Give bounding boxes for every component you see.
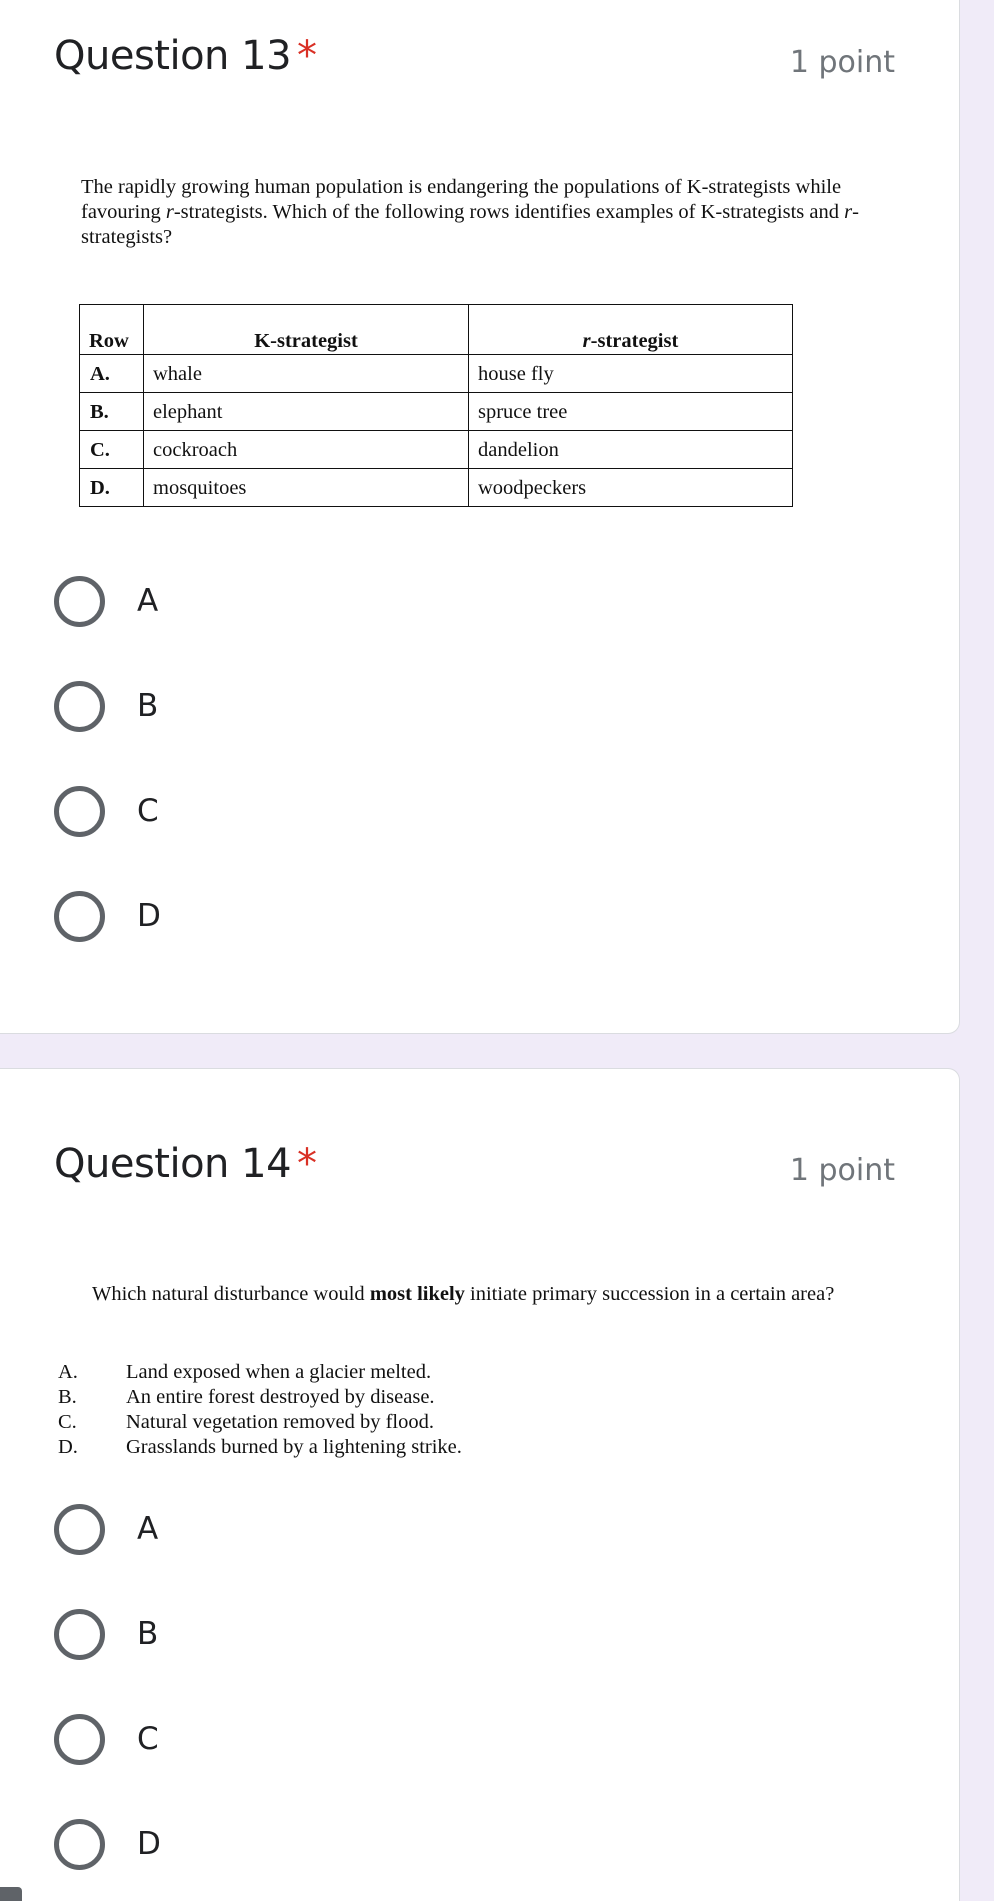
radio-circle-icon[interactable] — [54, 576, 105, 627]
radio-circle-icon[interactable] — [54, 1819, 105, 1870]
list-item: D. Grasslands burned by a lightening strike. — [58, 1436, 462, 1458]
radio-circle-icon[interactable] — [54, 891, 105, 942]
list-item: B. An entire forest destroyed by disease. — [58, 1386, 435, 1408]
radio-circle-icon[interactable] — [54, 1504, 105, 1555]
radio-circle-icon[interactable] — [54, 786, 105, 837]
question-points: 1 point — [789, 1153, 895, 1188]
list-item: A. Land exposed when a glacier melted. — [58, 1361, 432, 1383]
table-row — [80, 355, 793, 393]
option-label: A — [137, 1511, 159, 1547]
radio-option-d[interactable] — [54, 888, 474, 944]
radio-circle-icon[interactable] — [54, 1609, 105, 1660]
question-title: Question 14 * — [54, 1141, 317, 1187]
question-points: 1 point — [789, 45, 895, 80]
option-label: A — [137, 583, 159, 619]
radio-option-b[interactable] — [54, 678, 474, 734]
radio-option-b[interactable] — [54, 1606, 474, 1662]
table-header: Row — [80, 305, 144, 355]
table-cell: D. — [80, 469, 144, 507]
question-prompt: The rapidly growing human population is endangering the populations of K-strategists while favouring r-strategists. Which of the following rows identifies examples of K-strategists and r-strategists? — [81, 176, 859, 248]
question-card — [0, 1068, 960, 1901]
option-label: D — [137, 1826, 161, 1862]
strategist-table — [79, 304, 793, 507]
radio-option-a[interactable] — [54, 1501, 474, 1557]
radio-circle-icon[interactable] — [54, 1714, 105, 1765]
required-asterisk: * — [297, 33, 317, 79]
table-row — [80, 469, 793, 507]
table-cell: dandelion — [469, 431, 793, 469]
option-label: B — [137, 1616, 159, 1652]
required-asterisk: * — [297, 1141, 317, 1187]
option-label: B — [137, 688, 159, 724]
radio-option-a[interactable] — [54, 573, 474, 629]
option-label: C — [137, 1721, 159, 1757]
table-row — [80, 431, 793, 469]
table-cell: house fly — [469, 355, 793, 393]
radio-circle-icon[interactable] — [54, 681, 105, 732]
table-cell: whale — [144, 355, 469, 393]
radio-option-d[interactable] — [54, 1816, 474, 1872]
list-item: C. Natural vegetation removed by flood. — [58, 1411, 434, 1433]
radio-option-c[interactable] — [54, 1711, 474, 1767]
radio-option-c[interactable] — [54, 783, 474, 839]
table-header: r-strategist — [469, 305, 793, 355]
scroll-indicator-icon — [0, 1887, 22, 1901]
table-row — [80, 393, 793, 431]
table-cell: C. — [80, 431, 144, 469]
table-cell: woodpeckers — [469, 469, 793, 507]
table-header: K-strategist — [144, 305, 469, 355]
table-cell: mosquitoes — [144, 469, 469, 507]
question-title: Question 13 * — [54, 33, 317, 79]
question-prompt: Which natural disturbance would most likely initiate primary succession in a certain area? — [92, 1283, 835, 1305]
answer-choice-list — [58, 1360, 462, 1460]
option-label: C — [137, 793, 159, 829]
option-label: D — [137, 898, 161, 934]
table-header-row — [80, 305, 793, 355]
table-cell: A. — [80, 355, 144, 393]
table-cell: cockroach — [144, 431, 469, 469]
table-cell: spruce tree — [469, 393, 793, 431]
table-cell: B. — [80, 393, 144, 431]
table-cell: elephant — [144, 393, 469, 431]
